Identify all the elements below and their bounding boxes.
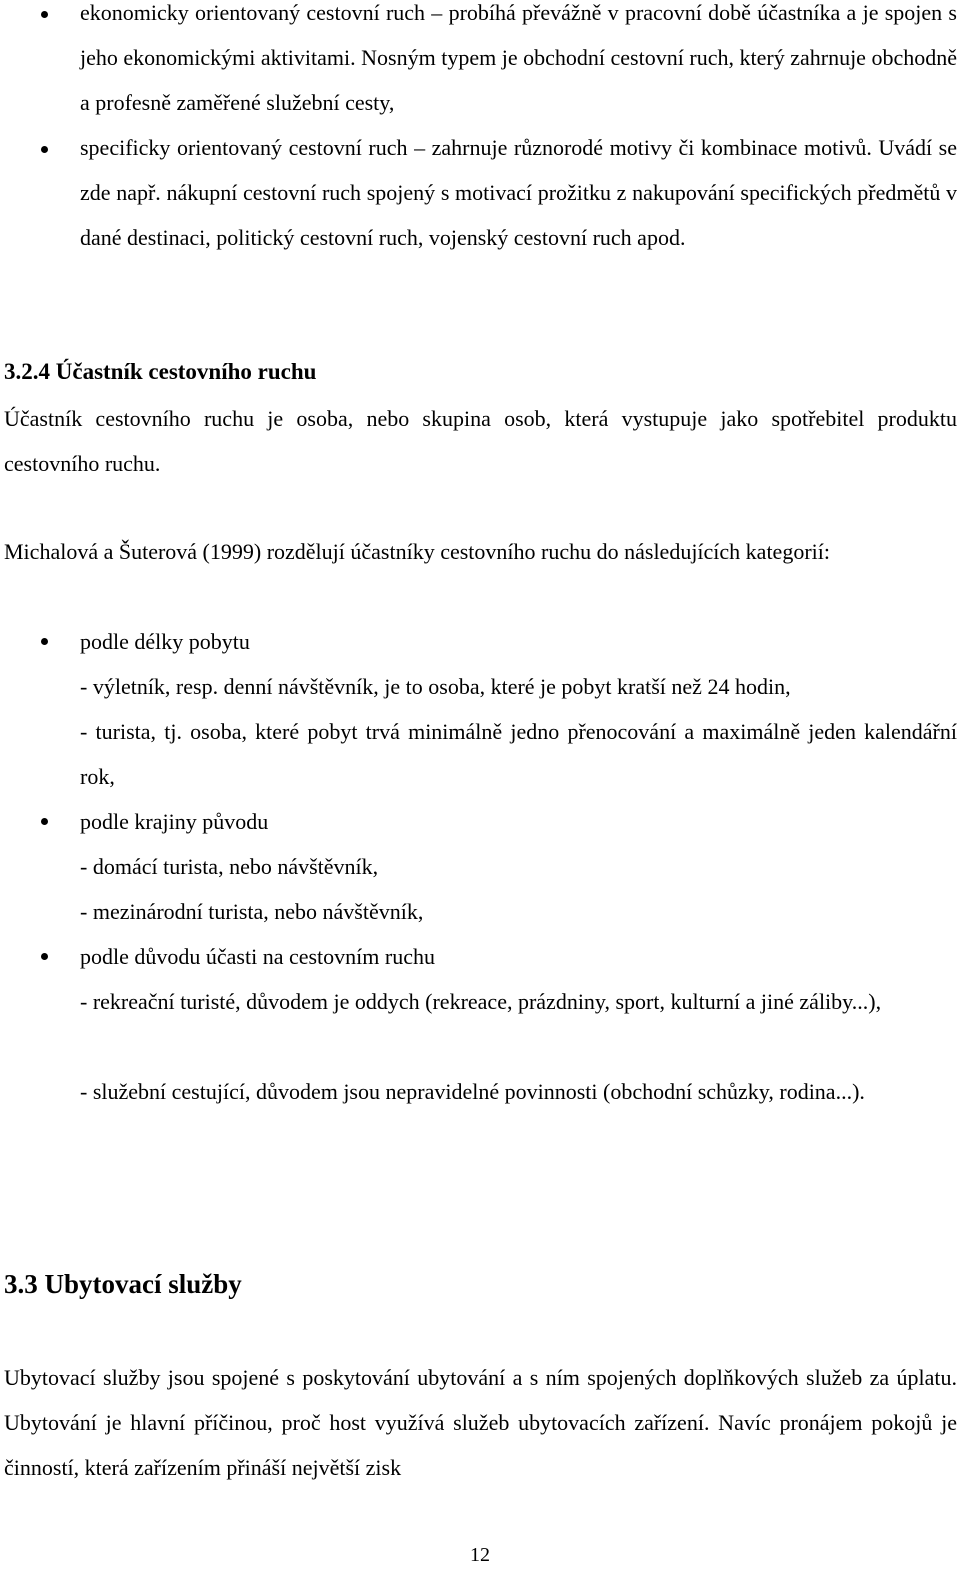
paragraph-accommodation: Ubytovací služby jsou spojené s poskytování ubytování a s ním spojených doplňkových služeb za úplatu. Ubytování je hlavní příčinou, proč host využívá služeb ubytovacích zařízení. Navíc pronájem pokojů je činností, která zařízením přináší největší zisk [4,1365,957,1480]
bullet-item-economic: ekonomicky orientovaný cestovní ruch – probíhá převážně v pracovní době účastníka a je spojen s jeho ekonomickými aktivitami. Nosným typem je obchodní cestovní ruch, který zahrnuje obchodně a profesně zaměřené služební cesty, [80,0,957,115]
category-label: podle důvodu účasti na cestovním ruchu [80,944,435,969]
subsection-heading: 3.2.4 Účastník cestovního ruchu [4,359,317,384]
category-item: - služební cestující, důvodem jsou nepravidelné povinnosti (obchodní schůzky, rodina...). [80,1079,865,1104]
bullet-point [41,818,48,825]
category-item: - výletník, resp. denní návštěvník, je to osoba, které je pobyt kratší než 24 hodin, [80,674,791,699]
category-item: - rekreační turisté, důvodem je oddych (rekreace, prázdniny, sport, kulturní a jiné záliby...), [80,989,882,1014]
category-item: - turista, tj. osoba, které pobyt trvá minimálně jedno přenocování a maximálně jeden kalendářní rok, [80,719,957,789]
category-item: - domácí turista, nebo návštěvník, [80,854,379,879]
paragraph-categories-intro: Michalová a Šuterová (1999) rozdělují účastníky cestovního ruchu do následujících kategorií: [4,539,830,564]
bullet-item-specific: specificky orientovaný cestovní ruch – zahrnuje různorodé motivy či kombinace motivů. Uvádí se zde např. nákupní cestovní ruch spojený s motivací prožitku z nakupování specifických předmětů v dané destinaci, politický cestovní ruch, vojenský cestovní ruch apod. [80,135,957,250]
paragraph-participant-definition: Účastník cestovního ruchu je osoba, nebo skupina osob, která vystupuje jako spotřebitel produktu cestovního ruchu. [4,406,957,476]
category-label: podle délky pobytu [80,629,250,654]
category-item: - mezinárodní turista, nebo návštěvník, [80,899,424,924]
bullet-point [41,11,48,18]
bullet-point [41,953,48,960]
bullet-point [41,638,48,645]
page-number: 12 [470,1544,490,1566]
section-heading: 3.3 Ubytovací služby [4,1269,242,1299]
bullet-point [41,146,48,153]
category-label: podle krajiny původu [80,809,269,834]
